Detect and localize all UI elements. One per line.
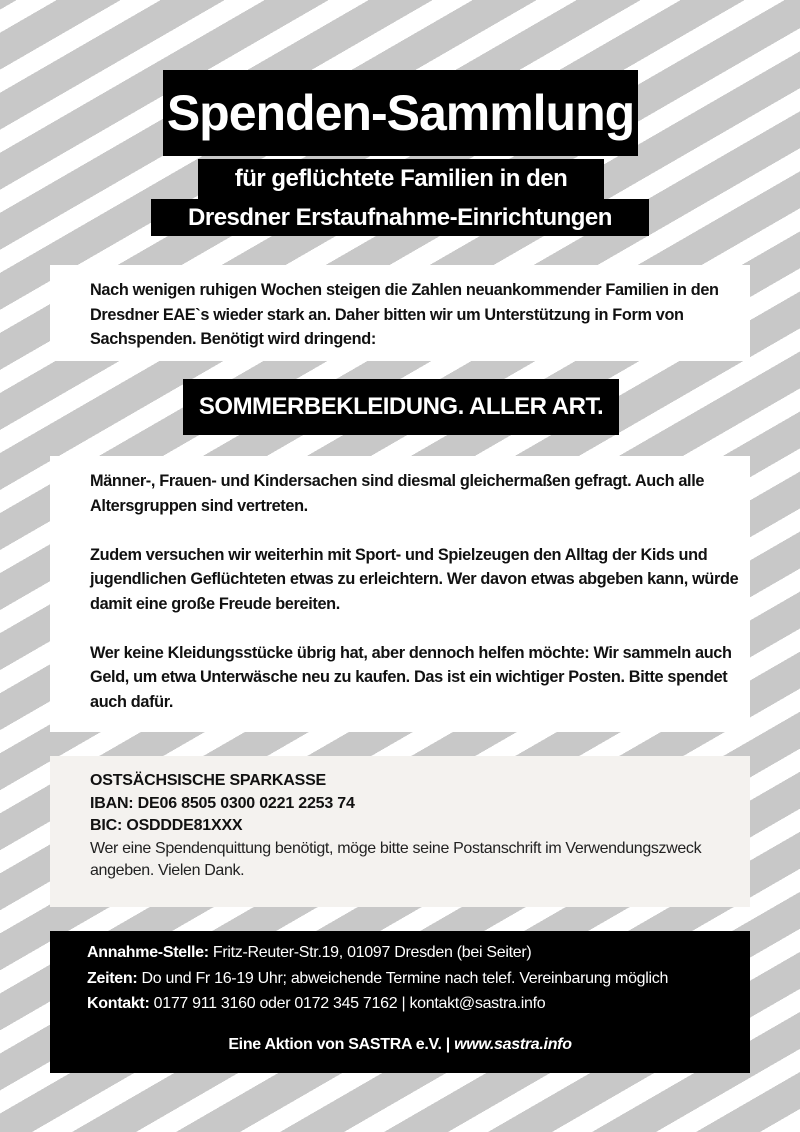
subtitle-line-2: Dresdner Erstaufnahme-Einrichtungen bbox=[151, 199, 649, 236]
bank-iban: IBAN: DE06 8505 0300 0221 2253 74 bbox=[90, 794, 355, 812]
needs-paragraph-toys: Zudem versuchen wir weiterhin mit Sport- und Spielzeugen den Alltag der Kids und jugendlichen Geflüchteten etwas zu erleichtern. Wer davon etwas abgeben kann, würde damit eine große Freude bereiten. bbox=[90, 545, 739, 613]
footer-times-label: Zeiten: bbox=[87, 969, 138, 987]
bank-note: Wer eine Spendenquittung benötigt, möge bitte seine Postanschrift im Verwendungszweck angeben. Vielen Dank. bbox=[90, 839, 702, 879]
bank-details-panel bbox=[50, 756, 750, 907]
page-title: Spenden-Sammlung bbox=[163, 70, 638, 156]
intro-panel bbox=[50, 265, 750, 361]
needs-panel bbox=[50, 456, 750, 732]
footer-location-value: Fritz-Reuter-Str.19, 01097 Dresden (bei Seiter) bbox=[208, 944, 532, 961]
bank-name: OSTSÄCHSISCHE SPARKASSE bbox=[90, 772, 327, 789]
subtitle-line-1: für geflüchtete Familien in den bbox=[198, 159, 604, 199]
needs-paragraph-money: Wer keine Kleidungsstücke übrig hat, aber dennoch helfen möchte: Wir sammeln auch Geld, um etwa Unterwäsche neu zu kaufen. Das ist ein wichtiger Posten. Bitte spendet auch dafür. bbox=[90, 643, 732, 711]
needs-headline: SOMMERBEKLEIDUNG. ALLER ART. bbox=[183, 379, 619, 435]
footer-website-link[interactable]: www.sastra.info bbox=[454, 1036, 572, 1053]
footer-action-text: Eine Aktion von SASTRA e.V. | bbox=[228, 1036, 455, 1053]
needs-paragraph-clothing: Männer-, Frauen- und Kindersachen sind diesmal gleichermaßen gefragt. Auch alle Altersgruppen sind vertreten. bbox=[90, 472, 705, 515]
footer-contact bbox=[87, 991, 750, 1017]
footer-action bbox=[50, 1036, 750, 1054]
intro-text: Nach wenigen ruhigen Wochen steigen die Zahlen neuankommender Familien in den Dresdner EAE`s wieder stark an. Daher bitten wir um Unterstützung in Form von Sachspenden. Benötigt wird dringend: bbox=[90, 281, 719, 348]
footer-contact-value[interactable]: 0177 911 3160 oder 0172 345 7162 | kontakt@sastra.info bbox=[149, 995, 546, 1012]
footer-panel bbox=[50, 931, 750, 1073]
footer-times-extra: ; abweichende Termine nach telef. Vereinbarung möglich bbox=[282, 969, 669, 987]
bank-bic: BIC: OSDDDE81XXX bbox=[90, 817, 243, 834]
footer-location-label: Annahme-Stelle: bbox=[87, 944, 209, 961]
footer-location bbox=[87, 940, 750, 966]
footer-contact-label: Kontakt: bbox=[87, 995, 150, 1012]
footer-times bbox=[87, 966, 750, 992]
footer-times-value: Do und Fr 16-19 Uhr bbox=[137, 969, 283, 987]
